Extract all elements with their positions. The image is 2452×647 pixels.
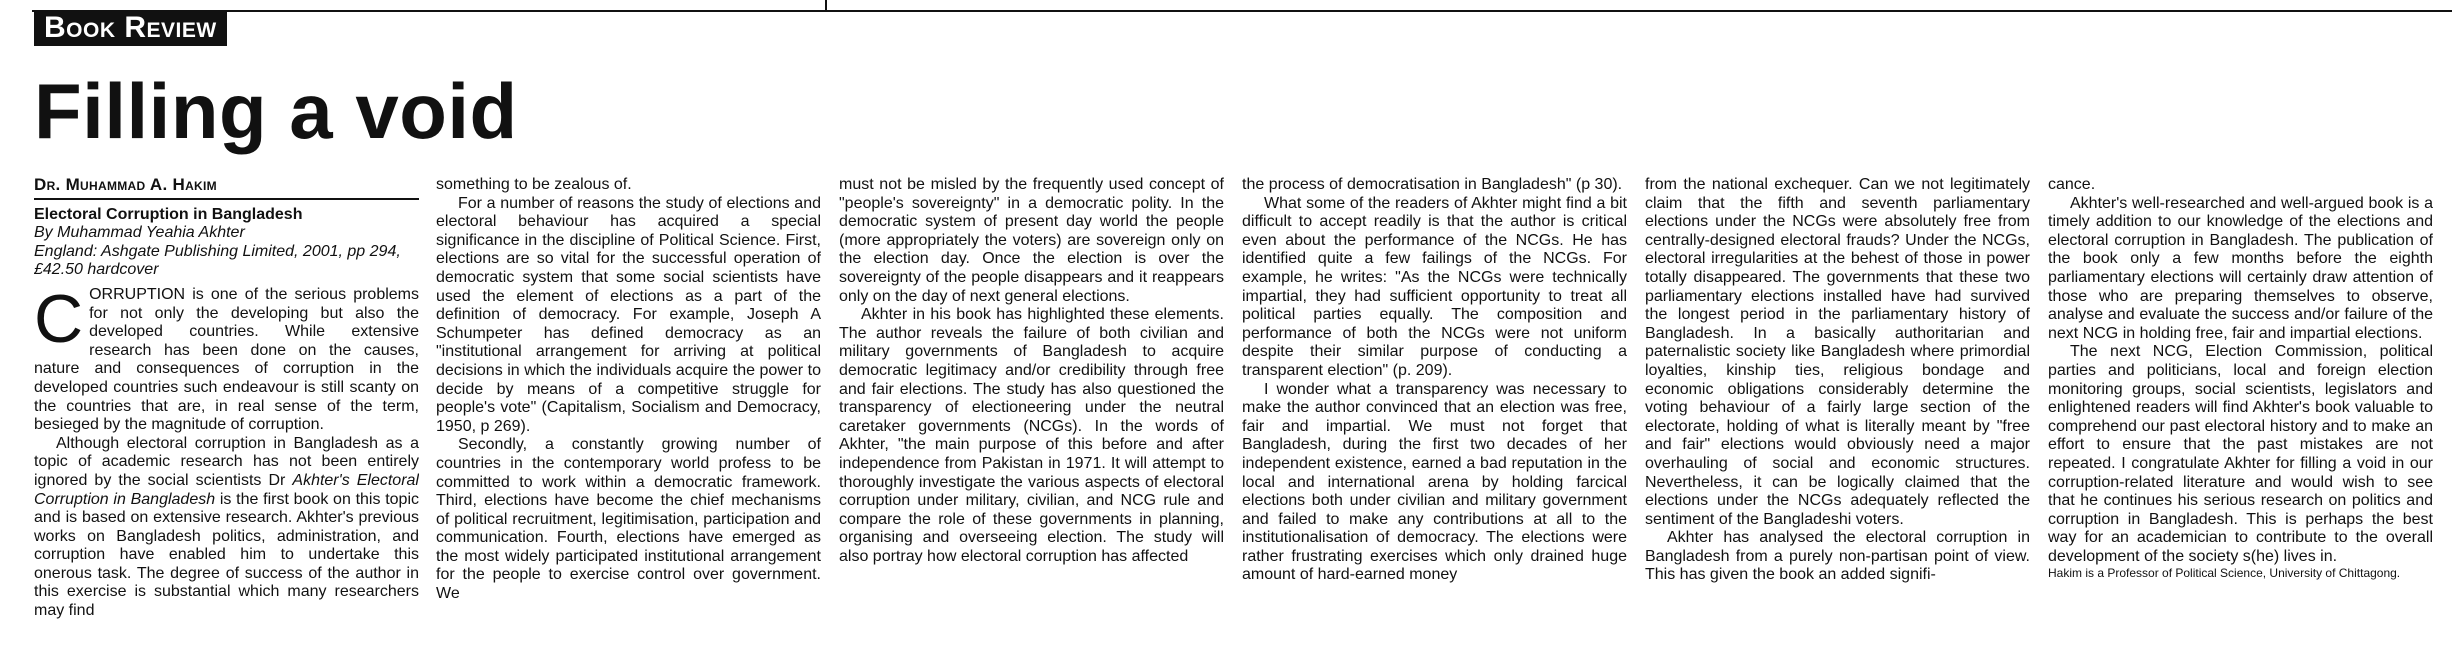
book-byline: By Muhammad Yeahia Akhter: [34, 224, 245, 242]
paragraph: Secondly, a constantly growing number of countries in the contemporary world profess to be committed to work within a democratic framework. Third, elections have become the chief mechanisms of political recruitment, legitimisation, participation and communication. Fourth, elections have emerged as the most widely participated institutional arrangement for the people to exercise control over government. We: [436, 436, 821, 603]
paragraph: [34, 280, 419, 435]
paragraph: Akhter's well-researched and well-argued book is a timely addition to our knowledge of the elections and electoral corruption in Bangladesh. The publication of the book only a few months before the eighth parliamentary elections will certainly draw attention of those who are preparing themselves to observe, analyse and evaluate the success and/or failure of the next NCG in holding free, fair and impartial elections.: [2048, 194, 2433, 342]
column-4: [1242, 176, 1627, 641]
paragraph: I wonder what a transparency was necessary to make the author convinced that an election was free, fair and impartial. We must not forget that Bangladesh, during the first two decades of her independent existence, earned a bad reputation in the local and international arena by holding farcical elections both under civilian and military government and failed to make any contributions at all to the institutionalisation of democracy. The elections were rather frustrating exercises which only drained huge amount of hard-earned money: [1242, 380, 1627, 584]
headline: Filling a void: [34, 67, 518, 155]
paragraph-text: is the first book on this topic and is based on extensive research. Akhter's previous works on Bangladesh politics, administration, and corruption have enabled him to undertake this onerous task. The degree of success of the author in this exercise is substantial which many researchers may find: [34, 490, 419, 620]
column-6: [2048, 176, 2433, 641]
paragraph: What some of the readers of Akhter might find a bit difficult to accept readily is that the author is critical even about the performance of the NCGs. He has identified quite a few failings of the NCGs. For example, he writes: "As the NCGs were technically impartial, they had sufficient opportunity to treat all political parties equally. The composition and performance of both the NCGs were not uniform despite their similar purpose of conducting a transparent election" (p. 209).: [1242, 194, 1627, 379]
paragraph: cance.: [2048, 176, 2096, 193]
paragraph: something to be zealous of.: [436, 176, 632, 193]
column-1: [34, 176, 419, 641]
top-tick-mark: [825, 0, 827, 10]
paragraph: Akhter has analysed the electoral corruption in Bangladesh from a purely non-partisan point of view. This has given the book an added signifi-: [1645, 529, 2030, 584]
author-byline: Dr. Muhammad A. Hakim: [34, 176, 419, 200]
book-publisher: England: Ashgate Publishing Limited, 2001, pp 294, £42.50 hardcover: [34, 242, 401, 279]
drop-cap: C: [34, 280, 84, 357]
column-5: [1645, 176, 2030, 641]
top-rule: [32, 10, 2452, 12]
author-footnote: Hakim is a Professor of Political Science, University of Chittagong.: [2048, 566, 2401, 581]
paragraph: the process of democratisation in Bangladesh" (p 30).: [1242, 176, 1623, 193]
column-2: [436, 176, 821, 641]
book-title-italic: Akhter's Electoral Corruption in Bangladesh: [34, 471, 419, 508]
paragraph-text: Although electoral corruption in Bangladesh as a topic of academic research has not been entirely ignored by the social scientists Dr: [34, 434, 419, 489]
section-label: Book Review: [34, 10, 227, 46]
paragraph: from the national exchequer. Can we not legitimately claim that the fifth and seventh parliamentary elections under the NCGs were absolutely free from centrally-designed electoral frauds? Under the NCGs, electoral irregularities at the behest of those in power totally disappeared. The governments that these two parliamentary elections installed have had survived the longest period in the parliamentary history of Bangladesh. In a basically authoritarian and paternalistic society like Bangladesh where primordial loyalties, kinship ties, religious bondage and economic obligations considerably determine the voting behaviour of a fairly large section of the electorate, holding of what is literally meant by "free and fair" elections would obviously need a major overhauling of social and economic structures. Nevertheless, it can be logically claimed that the elections under the NCGs adequately reflected the sentiment of the Bangladeshi voters.: [1645, 176, 2030, 528]
column-3: [839, 176, 1224, 641]
paragraph: [34, 435, 419, 621]
paragraph-text: ORRUPTION is one of the serious problems for not only the developing but also the developed countries. While extensive research has been done on the causes, nature and consequences of corruption in the developed countries such endeavour is still scanty on the countries that are, in real sense of the term, besieged by the magnitude of corruption.: [34, 285, 419, 434]
paragraph: Akhter in his book has highlighted these elements. The author reveals the failure of both civilian and military governments of Bangladesh to acquire democratic legitimacy and/or credibility through free and fair elections. The study has also questioned the transparency of electioneering under the neutral caretaker governments (NCGs). In the words of Akhter, "the main purpose of this before and after independence from Pakistan in 1971. It will attempt to thoroughly investigate the various aspects of electoral corruption under military, civilian, and NCG rule and compare the role of these governments in planning, organising and overseeing election. The study will also portray how electoral corruption has affected: [839, 306, 1224, 565]
paragraph: The next NCG, Election Commission, political parties and politicians, local and foreign election monitoring groups, social scientists, legislators and enlightened readers will find Akhter's book valuable to comprehend our past electoral history and to make an effort to ensure that the past mistakes are not repeated. I congratulate Akhter for filling a void in our corruption-related literature and would wish to see that he continues his serious research on politics and corruption in Bangladesh. This is perhaps the best way for an academician to contribute to the overall development of the society s(he) lives in.: [2048, 343, 2433, 565]
book-title: Electoral Corruption in Bangladesh: [34, 205, 303, 223]
paragraph: For a number of reasons the study of elections and electoral behaviour has acquired a special significance in the discipline of Political Science. First, elections are so vital for the successful operation of democratic system that some social scientists have used the element of elections as a part of the definition of democracy. For example, Joseph A Schumpeter has defined democracy as an "institutional arrangement for arriving at political decisions in which the individuals acquire the power to decide by means of a competitive struggle for people's vote" (Capitalism, Socialism and Democracy, 1950, p 269).: [436, 194, 821, 435]
paragraph: must not be misled by the frequently used concept of "people's sovereignty" in a democratic polity. In the democratic system of present day world the people (more appropriately the voters) are sovereign only on the election day. Once the election is over the sovereignty of the people disappears and it reappears only on the day of next general elections.: [839, 176, 1224, 305]
